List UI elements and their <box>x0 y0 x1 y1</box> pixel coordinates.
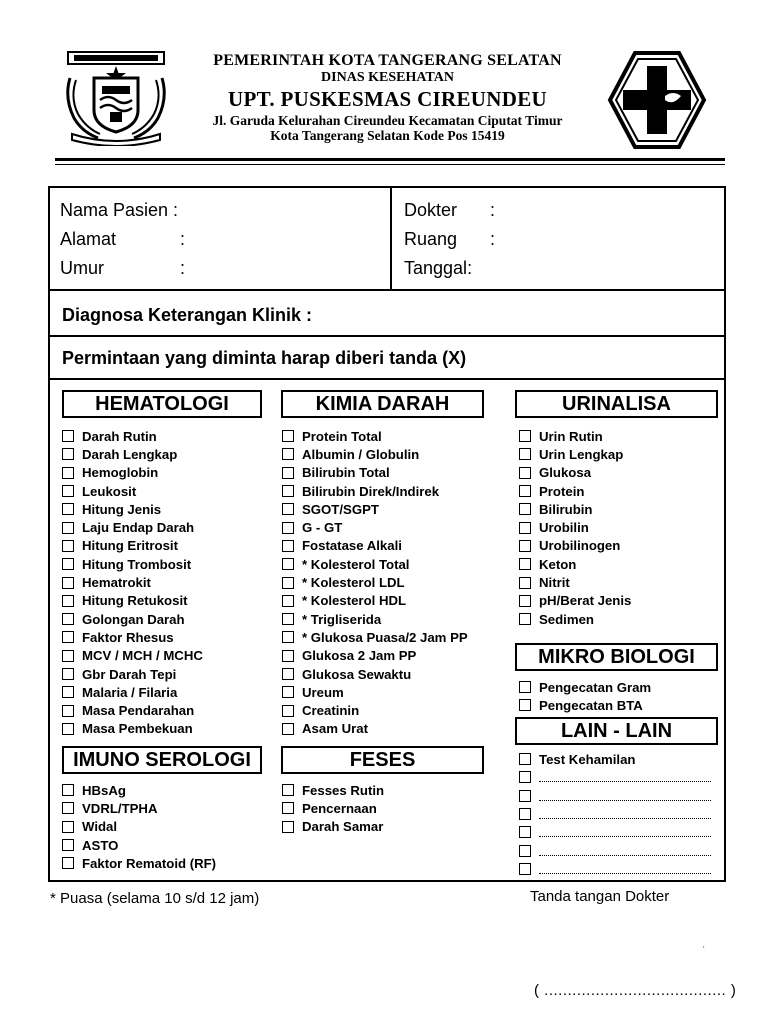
checkbox-item[interactable] <box>62 836 216 854</box>
lain-lain-title: LAIN - LAIN <box>515 717 718 745</box>
checkbox-item[interactable] <box>62 781 216 799</box>
checkbox-label: Albumin / Globulin <box>302 446 420 462</box>
hematologi-title: HEMATOLOGI <box>62 390 262 418</box>
checkbox-label: * Kolesterol LDL <box>302 575 405 591</box>
kimia-darah-list <box>282 427 468 738</box>
checkbox-item[interactable] <box>282 482 468 500</box>
checkbox-label: Bilirubin <box>539 501 593 517</box>
blank-checkbox-item[interactable] <box>519 768 711 786</box>
checkbox-label: * Trigliserida <box>302 611 382 627</box>
checkbox[interactable] <box>62 631 74 643</box>
checkbox-item[interactable] <box>282 445 468 463</box>
checkbox[interactable] <box>62 705 74 717</box>
checkbox-item[interactable] <box>282 610 468 628</box>
checkbox-label: Widal <box>82 819 118 835</box>
room-label: Ruang <box>404 229 458 249</box>
colon: : <box>490 200 496 220</box>
checkbox-item[interactable] <box>62 720 203 738</box>
doctor-signature-line[interactable]: ( ....................................... ) <box>534 982 737 999</box>
checkbox-item[interactable] <box>282 573 468 591</box>
letterhead-rule-thin <box>55 164 725 165</box>
checkbox-label: Asam Urat <box>302 721 368 737</box>
imuno-serologi-title: IMUNO SEROLOGI <box>62 746 262 774</box>
checkbox-item[interactable] <box>519 482 631 500</box>
checkbox-label: Sedimen <box>539 611 594 627</box>
checkbox[interactable] <box>519 863 531 875</box>
checkbox-item[interactable] <box>62 799 216 817</box>
checkbox[interactable] <box>519 448 531 460</box>
patient-name-row[interactable] <box>60 196 185 225</box>
kota-tangerang-selatan-emblem <box>60 48 172 146</box>
checkbox-label: Fostatase Alkali <box>302 538 402 554</box>
kimia-darah-title: KIMIA DARAH <box>281 390 484 418</box>
letterhead-city: Kota Tangerang Selatan Kode Pos 15419 <box>270 128 505 144</box>
request-instruction: Permintaan yang diminta harap diberi tanda (X) <box>62 348 467 368</box>
checkbox[interactable] <box>62 650 74 662</box>
checkbox-label: * Kolesterol Total <box>302 556 410 572</box>
letterhead-address: Jl. Garuda Kelurahan Cireundeu Kecamatan Ciputat Timur <box>212 112 563 128</box>
checkbox[interactable] <box>62 821 74 833</box>
checkbox-item[interactable] <box>282 701 468 719</box>
checkbox-label: Darah Rutin <box>82 428 157 444</box>
checkbox[interactable] <box>519 699 531 711</box>
checkbox-item[interactable] <box>282 647 468 665</box>
checkbox-label: Urin Rutin <box>539 428 603 444</box>
date-label: Tanggal <box>404 258 468 278</box>
checkbox-item[interactable] <box>282 665 468 683</box>
checkbox-item[interactable] <box>519 696 651 714</box>
checkbox-item[interactable] <box>62 464 203 482</box>
checkbox-item[interactable] <box>282 555 468 573</box>
mikro-biologi-list <box>519 678 651 715</box>
checkbox-label: SGOT/SGPT <box>302 501 379 517</box>
doctor-signature-label: Tanda tangan Dokter <box>530 888 670 905</box>
checkbox-label: Pengecatan Gram <box>539 679 652 695</box>
patient-address-label: Alamat <box>60 229 117 249</box>
colon: : <box>490 229 496 249</box>
checkbox-label: Laju Endap Darah <box>82 520 195 536</box>
checkbox-label: Test Kehamilan <box>539 751 636 767</box>
checkbox-label: Darah Lengkap <box>82 446 178 462</box>
checkbox[interactable] <box>62 522 74 534</box>
checkbox[interactable] <box>62 430 74 442</box>
checkbox-label: Masa Pendarahan <box>82 703 195 719</box>
checkbox[interactable] <box>519 503 531 515</box>
checkbox[interactable] <box>282 522 294 534</box>
checkbox[interactable] <box>519 577 531 589</box>
checkbox[interactable] <box>519 826 531 838</box>
checkbox[interactable] <box>519 558 531 570</box>
checkbox[interactable] <box>282 540 294 552</box>
checkbox-item[interactable] <box>519 445 631 463</box>
checkbox[interactable] <box>62 540 74 552</box>
checkbox[interactable] <box>519 790 531 802</box>
checkbox-label: Golongan Darah <box>82 611 185 627</box>
blank-fill-line[interactable] <box>539 827 711 837</box>
checkbox-label: Faktor Rhesus <box>82 629 174 645</box>
checkbox[interactable] <box>62 686 74 698</box>
blank-checkbox-item[interactable] <box>519 823 711 841</box>
checkbox-label: * Glukosa Puasa/2 Jam PP <box>302 629 468 645</box>
blank-checkbox-item[interactable] <box>519 787 711 805</box>
checkbox-item[interactable] <box>62 592 203 610</box>
checkbox-item[interactable] <box>519 500 631 518</box>
feses-title: FESES <box>281 746 484 774</box>
checkbox[interactable] <box>62 448 74 460</box>
blank-checkbox-item[interactable] <box>519 805 711 823</box>
checkbox[interactable] <box>282 577 294 589</box>
checkbox-label: Gbr Darah Tepi <box>82 666 177 682</box>
checkbox[interactable] <box>62 613 74 625</box>
checkbox-label: Urobilinogen <box>539 538 621 554</box>
blank-fill-line[interactable] <box>539 772 711 782</box>
checkbox-label: VDRL/TPHA <box>82 800 158 816</box>
header-divider <box>390 188 392 289</box>
patient-info <box>60 196 185 283</box>
checkbox-label: ASTO <box>82 837 119 853</box>
checkbox-item[interactable] <box>519 427 631 445</box>
letterhead-rule-thick <box>55 158 725 161</box>
checkbox-item[interactable] <box>282 500 468 518</box>
checkbox[interactable] <box>519 753 531 765</box>
checkbox[interactable] <box>282 503 294 515</box>
checkbox[interactable] <box>282 802 294 814</box>
checkbox-item[interactable] <box>519 555 631 573</box>
blank-fill-line[interactable] <box>539 864 711 874</box>
lab-request-form <box>48 186 726 882</box>
lain-lain-list <box>519 750 711 878</box>
checkbox[interactable] <box>282 430 294 442</box>
checkbox[interactable] <box>282 723 294 735</box>
mark: ˑ <box>702 942 706 956</box>
checkbox[interactable] <box>282 821 294 833</box>
checkbox-item[interactable] <box>282 720 468 738</box>
checkbox[interactable] <box>519 467 531 479</box>
checkbox-item[interactable] <box>282 628 468 646</box>
divider <box>50 378 724 380</box>
colon: : <box>180 258 186 278</box>
checkbox-item[interactable] <box>62 628 203 646</box>
checkbox-item[interactable] <box>62 818 216 836</box>
letterhead-text <box>175 52 600 144</box>
checkbox[interactable] <box>62 784 74 796</box>
checkbox-item[interactable] <box>282 818 384 836</box>
checkbox-label: pH/Berat Jenis <box>539 593 632 609</box>
checkbox-item[interactable] <box>282 518 468 536</box>
checkbox-item[interactable] <box>62 647 203 665</box>
checkbox-item[interactable] <box>62 537 203 555</box>
checkbox[interactable] <box>62 558 74 570</box>
checkbox-label: Hitung Jenis <box>82 501 162 517</box>
checkbox[interactable] <box>519 522 531 534</box>
feses-list <box>282 781 384 836</box>
hematologi-list <box>62 427 203 738</box>
fasting-note: * Puasa (selama 10 s/d 12 jam) <box>50 890 260 907</box>
room-row[interactable] <box>404 225 495 254</box>
checkbox-label: Hitung Trombosit <box>82 556 192 572</box>
colon: : <box>180 229 186 249</box>
checkbox-item[interactable] <box>519 537 631 555</box>
checkbox-label: Leukosit <box>82 483 137 499</box>
checkbox-item[interactable] <box>62 701 203 719</box>
checkbox-label: Protein Total <box>302 428 382 444</box>
checkbox-item[interactable] <box>62 500 203 518</box>
checkbox-label: Bilirubin Direk/Indirek <box>302 483 440 499</box>
checkbox[interactable] <box>62 485 74 497</box>
puskesmas-cross-logo <box>607 50 707 150</box>
checkbox-label: Fesses Rutin <box>302 782 385 798</box>
checkbox[interactable] <box>519 540 531 552</box>
checkbox-label: Faktor Rematoid (RF) <box>82 855 217 871</box>
divider <box>50 335 724 337</box>
letterhead-clinic-name: UPT. PUSKESMAS CIREUNDEU <box>228 87 547 112</box>
checkbox[interactable] <box>282 631 294 643</box>
checkbox-item[interactable] <box>282 427 468 445</box>
blank-fill-line[interactable] <box>539 809 711 819</box>
patient-age-label: Umur <box>60 258 104 278</box>
checkbox-label: Pencernaan <box>302 800 377 816</box>
doctor-row[interactable] <box>404 196 495 225</box>
checkbox-label: Malaria / Filaria <box>82 684 178 700</box>
checkbox-label: * Kolesterol HDL <box>302 593 407 609</box>
checkbox[interactable] <box>282 784 294 796</box>
checkbox-item[interactable] <box>62 854 216 872</box>
checkbox-item[interactable] <box>282 464 468 482</box>
checkbox[interactable] <box>282 485 294 497</box>
checkbox-item[interactable] <box>62 482 203 500</box>
doctor-label: Dokter <box>404 200 458 220</box>
checkbox[interactable] <box>282 558 294 570</box>
checkbox-item[interactable] <box>519 592 631 610</box>
checkbox-item[interactable] <box>62 445 203 463</box>
checkbox-item[interactable] <box>282 683 468 701</box>
checkbox-item[interactable] <box>62 683 203 701</box>
visit-info <box>404 196 495 283</box>
checkbox-label: Bilirubin Total <box>302 465 390 481</box>
checkbox-label: Glukosa Sewaktu <box>302 666 412 682</box>
checkbox-label: Glukosa <box>539 465 592 481</box>
mikro-biologi-title: MIKRO BIOLOGI <box>515 643 718 671</box>
checkbox[interactable] <box>282 613 294 625</box>
checkbox-item[interactable] <box>62 518 203 536</box>
checkbox-label: Hematrokit <box>82 575 151 591</box>
letterhead-department: DINAS KESEHATAN <box>321 70 454 86</box>
checkbox-label: Hemoglobin <box>82 465 159 481</box>
checkbox[interactable] <box>519 595 531 607</box>
blank-checkbox-item[interactable] <box>519 841 711 859</box>
checkbox[interactable] <box>62 577 74 589</box>
checkbox-item[interactable] <box>62 610 203 628</box>
checkbox-label: Keton <box>539 556 577 572</box>
checkbox[interactable] <box>62 503 74 515</box>
checkbox[interactable] <box>519 430 531 442</box>
blank-fill-line[interactable] <box>539 791 711 801</box>
checkbox-item[interactable] <box>519 610 631 628</box>
checkbox-label: HBsAg <box>82 782 126 798</box>
checkbox-label: Urin Lengkap <box>539 446 624 462</box>
checkbox[interactable] <box>519 845 531 857</box>
checkbox-item[interactable] <box>62 555 203 573</box>
checkbox-item[interactable] <box>519 573 631 591</box>
checkbox[interactable] <box>519 681 531 693</box>
checkbox-item[interactable] <box>282 592 468 610</box>
checkbox-label: Protein <box>539 483 585 499</box>
colon: : <box>467 258 473 278</box>
checkbox[interactable] <box>62 802 74 814</box>
checkbox[interactable] <box>62 467 74 479</box>
checkbox-item[interactable] <box>282 537 468 555</box>
checkbox-label: Glukosa 2 Jam PP <box>302 648 417 664</box>
checkbox[interactable] <box>62 668 74 680</box>
checkbox[interactable] <box>519 808 531 820</box>
checkbox-item[interactable] <box>519 464 631 482</box>
checkbox-item[interactable] <box>62 427 203 445</box>
checkbox[interactable] <box>519 613 531 625</box>
urinalisa-list <box>519 427 631 628</box>
checkbox-label: Creatinin <box>302 703 360 719</box>
patient-address-row[interactable] <box>60 225 185 254</box>
checkbox-item[interactable] <box>519 518 631 536</box>
checkbox-item[interactable] <box>62 573 203 591</box>
checkbox[interactable] <box>62 595 74 607</box>
checkbox[interactable] <box>519 771 531 783</box>
checkbox-item[interactable] <box>62 665 203 683</box>
patient-age-row[interactable] <box>60 254 185 283</box>
urinalisa-title: URINALISA <box>515 390 718 418</box>
checkbox-label: Masa Pembekuan <box>82 721 193 737</box>
checkbox-label: Hitung Retukosit <box>82 593 188 609</box>
checkbox-label: Hitung Eritrosit <box>82 538 178 554</box>
patient-name-label: Nama Pasien : <box>60 200 179 220</box>
checkbox-label: Urobilin <box>539 520 589 536</box>
letterhead-government: PEMERINTAH KOTA TANGERANG SELATAN <box>213 52 562 69</box>
checkbox-label: Nitrit <box>539 575 570 591</box>
blank-checkbox-item[interactable] <box>519 860 711 878</box>
checkbox[interactable] <box>282 668 294 680</box>
checkbox-item[interactable] <box>282 799 384 817</box>
checkbox[interactable] <box>282 705 294 717</box>
checkbox[interactable] <box>519 485 531 497</box>
checkbox[interactable] <box>282 448 294 460</box>
checkbox-label: MCV / MCH / MCHC <box>82 648 203 664</box>
checkbox[interactable] <box>282 467 294 479</box>
diagnosis-label[interactable]: Diagnosa Keterangan Klinik : <box>62 305 313 325</box>
checkbox-item[interactable] <box>519 678 651 696</box>
checkbox-item[interactable] <box>519 750 711 768</box>
checkbox[interactable] <box>282 595 294 607</box>
checkbox[interactable] <box>62 857 74 869</box>
checkbox[interactable] <box>282 686 294 698</box>
checkbox-label: Pengecatan BTA <box>539 697 643 713</box>
checkbox-item[interactable] <box>282 781 384 799</box>
imuno-serologi-list <box>62 781 216 872</box>
checkbox-label: Ureum <box>302 684 344 700</box>
checkbox[interactable] <box>62 723 74 735</box>
blank-fill-line[interactable] <box>539 846 711 856</box>
checkbox[interactable] <box>282 650 294 662</box>
date-row[interactable] <box>404 254 495 283</box>
checkbox-label: Darah Samar <box>302 819 384 835</box>
checkbox[interactable] <box>62 839 74 851</box>
checkbox-label: G - GT <box>302 520 343 536</box>
divider <box>50 289 724 291</box>
